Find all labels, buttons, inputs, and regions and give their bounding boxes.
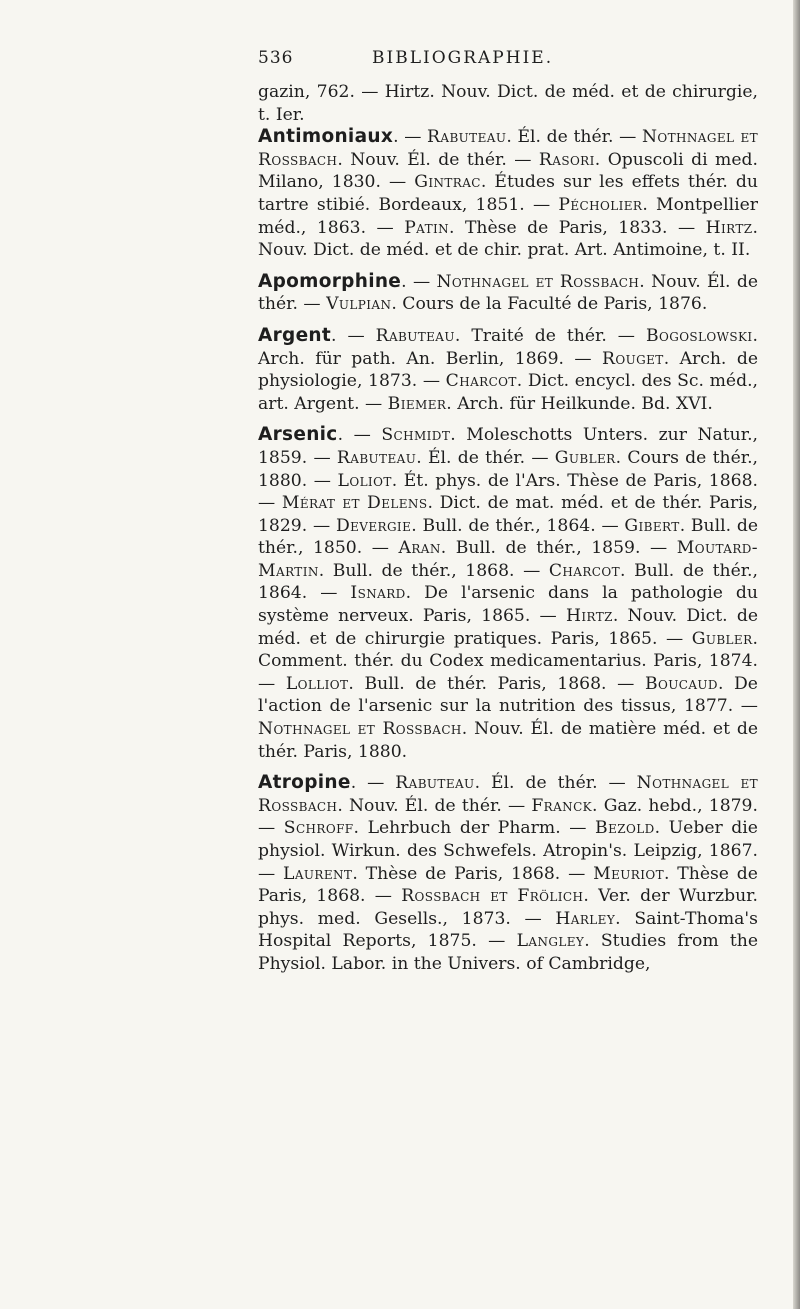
reference-author: Rouget — [602, 348, 664, 369]
reference: Schroff. Lehrbuch der Pharm. — [283, 818, 561, 839]
reference: Boucaud. De l'action de l'arsenic sur la nutrition des tissus, 1877. — [258, 673, 758, 717]
reference-author: Gibert — [624, 515, 680, 536]
reference: Rabuteau. Traité de thér. — [375, 325, 607, 346]
bibliography-entry: Arsenic. — Schmidt. Moleschotts Unters. zur Natur., 1859. — Rabuteau. Él. de thér. — Gubler. Cours de thér., 1880. — Loliot. Ét. phys. de l'Ars. Thèse de Paris, 1868. — Mérat et Delens. Dict. de mat. méd. et de thér. Paris, 1829. — Devergie. Bull. de thér., 1864. — Gibert. Bull. de thér., 1850. — Aran. Bull. de thér., 1859. — Moutard-Martin. Bull. de thér., 1868. — Charcot. Bull. de thér., 1864. — Isnard. De l'arsenic dans la pathologie du système nerveux. Paris, 1865. — Hirtz. Nouv. Dict. de méd. et de chirurgie pratiques. Paris, 1865. — Gubler. Comment. thér. du Codex medicamentarius. Paris, 1874. — Lolliot. Bull. de thér. Paris, 1868. — Boucaud. De l'action de l'arsenic sur la nutrition des tissus, 1877. — Nothnagel et Rossbach. Nouv. Él. de matière méd. et de thér. Paris, 1880. — [258, 424, 759, 762]
reference: Hirtz. Nouv. Dict. de méd. et de chirurgie pratiques. Paris, 1865. — [258, 606, 759, 649]
reference-author: Rabuteau — [427, 127, 507, 148]
reference: Charcot. Bull. de thér., 1864. — [258, 560, 758, 604]
page-edge — [793, 0, 800, 1309]
reference: Schmidt. Moleschotts Unters. zur Natur., 1859. — [258, 425, 758, 468]
reference-detail: Dict. encycl. des Sc. méd., art. Argent. — [258, 371, 758, 414]
reference: Vulpian. Cours de la Faculté de Paris, 1876. — [326, 294, 708, 315]
reference-detail: Bull. de thér., 1859. — [455, 538, 641, 559]
reference-author: Franck — [531, 795, 593, 816]
reference: Hirtz. Nouv. Dict. de méd. et de chir. prat. Art. Antimoine, t. II. — [258, 217, 758, 261]
reference: Bezold. Ueber die physiol. Wirkun. des Schwefels. Atropin's. Leipzig, 1867. — [258, 818, 758, 861]
reference-author: Gubler — [554, 447, 616, 468]
reference: Gintrac. Études sur les effets thér. du tartre stibié. Bordeaux, 1851. — [258, 172, 758, 215]
reference-detail: Bull. de thér., 1864. — [258, 560, 758, 604]
reference-detail: Thèse de Paris, 1868. — [258, 863, 758, 907]
reference-author: Meuriot — [593, 863, 664, 884]
reference: Meuriot. Thèse de Paris, 1868. — [258, 863, 758, 907]
reference: Moutard-Martin. Bull. de thér., 1868. — [258, 538, 758, 581]
reference-author: Langley — [516, 931, 585, 952]
bibliography-entry: Antimoniaux. — Rabuteau. Él. de thér. — Nothnagel et Rossbach. Nouv. Él. de thér. — Rasori. Opuscoli di med. Milano, 1830. — Gintrac. Études sur les effets thér. du tartre stibié. Bordeaux, 1851. — Pécholier. Montpellier méd., 1863. — Patin. Thèse de Paris, 1833. — Hirtz. Nouv. Dict. de méd. et de chir. prat. Art. Antimoine, t. II. — [258, 126, 759, 261]
reference: Loliot. Ét. phys. de l'Ars. Thèse de Paris, 1868. — [337, 470, 758, 491]
running-title: BIBLIOGRAPHIE. — [372, 48, 554, 68]
reference: Rabuteau. Él. de thér. — [427, 127, 614, 148]
reference-detail: Opuscoli di med. Milano, 1830. — [258, 149, 758, 193]
reference-detail: Bull. de thér., 1850. — [258, 515, 759, 559]
reference-author: Mérat et Delens — [281, 493, 428, 514]
continuation-paragraph: gazin, 762. — Hirtz. Nouv. Dict. de méd. et de chirurgie, t. Ier. — [258, 82, 758, 125]
reference: Rabuteau. Él. de thér. — [336, 447, 526, 468]
reference-author: Moutard-Martin — [258, 538, 758, 581]
reference-detail: Moleschotts Unters. zur Natur., 1859. — [258, 425, 758, 468]
reference-detail: Lehrbuch der Pharm. — [367, 818, 561, 839]
reference: Pécholier. Montpellier méd., 1863. — [258, 194, 758, 238]
reference-detail: Ueber die physiol. Wirkun. des Schwefels. Atropin's. Leipzig, 1867. — [258, 818, 758, 861]
page-number: 536 — [258, 48, 294, 68]
reference: Aran. Bull. de thér., 1859. — [398, 538, 641, 559]
reference-detail: Traité de thér. — [471, 325, 607, 346]
reference: Nothnagel et Rossbach. Nouv. Él. de thér. — [258, 773, 759, 816]
reference: Gibert. Bull. de thér., 1850. — [258, 515, 759, 559]
entry-headword: Apomorphine — [258, 270, 402, 292]
reference-detail: Cours de thér., 1880. — [258, 447, 758, 491]
reference: Langley. Studies from the Physiol. Labor. in the Univers. of Cambridge, — [258, 931, 759, 974]
reference-detail: Nouv. Él. de thér. — [349, 795, 502, 816]
reference: Franck. Gaz. hebd., 1879. — [531, 795, 758, 816]
reference-author: Nothnagel et Rossbach — [436, 271, 640, 292]
reference: Biemer. Arch. für Heilkunde. Bd. XVI. — [387, 393, 713, 414]
reference-detail: De l'action de l'arsenic sur la nutrition des tissus, 1877. — [258, 673, 758, 717]
reference-author: Aran — [398, 538, 441, 559]
reference: Rouget. Arch. de physiologie, 1873. — [258, 348, 759, 392]
reference: Harley. Saint-Thoma's Hospital Reports, 1875. — [258, 908, 758, 952]
reference: Charcot. Dict. encycl. des Sc. méd., art. Argent. — [258, 371, 758, 414]
reference-author: Hirtz — [705, 217, 753, 238]
reference: Gubler. Comment. thér. du Codex medicamentarius. Paris, 1874. — [258, 628, 758, 672]
reference-detail: Nouv. Él. de thér. — [258, 271, 758, 315]
reference-author: Charcot — [445, 371, 517, 392]
reference-author: Gintrac — [414, 172, 481, 193]
reference-author: Bezold — [595, 818, 655, 839]
reference-author: Laurent — [283, 863, 353, 884]
reference-detail: Études sur les effets thér. du tartre stibié. Bordeaux, 1851. — [258, 172, 758, 215]
reference-author: Nothnagel et Rossbach — [258, 127, 759, 170]
reference: Gubler. Cours de thér., 1880. — [258, 447, 758, 491]
reference-author: Patin — [404, 217, 450, 238]
bibliography-entry: Argent. — Rabuteau. Traité de thér. — Bogoslowski. Arch. für path. An. Berlin, 1869. — Rouget. Arch. de physiologie, 1873. — Charcot. Dict. encycl. des Sc. méd., art. Argent. — Biemer. Arch. für Heilkunde. Bd. XVI. — [258, 324, 759, 414]
reference-detail: Thèse de Paris, 1868. — [365, 863, 561, 884]
reference-detail: Bull. de thér., 1864. — [422, 515, 596, 536]
reference-detail: Bull. de thér. Paris, 1868. — [364, 673, 607, 694]
reference-author: Pécholier — [558, 194, 643, 215]
reference: Bogoslowski. Arch. für path. An. Berlin, 1869. — [258, 325, 758, 369]
reference-detail: Nouv. Dict. de méd. et de chir. prat. Art. Antimoine, t. II. — [258, 240, 751, 261]
reference-author: Rabuteau — [336, 447, 417, 468]
reference: Nothnagel et Rossbach. Nouv. Él. de thér. — [258, 271, 758, 315]
reference: Rossbach et Frölich. Ver. der Wurzbur. phys. med. Gesells., 1873. — [258, 886, 758, 929]
reference-author: Gubler — [691, 628, 753, 649]
reference-detail: Él. de thér. — [491, 773, 598, 794]
entry-headword: Argent — [258, 324, 332, 346]
reference-author: Schroff — [283, 818, 354, 839]
reference-detail: Bull. de thér., 1868. — [332, 560, 515, 581]
reference: Patin. Thèse de Paris, 1833. — [404, 217, 668, 238]
reference-detail: Thèse de Paris, 1833. — [464, 217, 668, 238]
reference-author: Nothnagel et Rossbach — [258, 773, 759, 816]
reference-detail: Nouv. Dict. de méd. et de chirurgie pratiques. Paris, 1865. — [258, 606, 759, 649]
reference-detail: Dict. de mat. méd. et de thér. Paris, 1829. — [258, 493, 759, 536]
reference-author: Devergie — [335, 515, 412, 536]
reference-detail: Cours de la Faculté de Paris, 1876. — [402, 294, 708, 315]
entry-headword: Arsenic — [258, 424, 338, 446]
entry-list — [258, 126, 758, 975]
reference-author: Bogoslowski — [645, 325, 753, 346]
reference-detail: Arch. für Heilkunde. Bd. XVI. — [457, 393, 713, 414]
reference-author: Charcot — [548, 560, 621, 581]
reference: Isnard. De l'arsenic dans la pathologie du système nerveux. Paris, 1865. — [258, 583, 758, 627]
reference-author: Loliot — [337, 470, 392, 491]
reference-author: Rossbach et Frölich — [401, 886, 584, 907]
reference-detail: Studies from the Physiol. Labor. in the Univers. of Cambridge, — [258, 931, 759, 974]
reference: Rabuteau. Él. de thér. — [395, 773, 598, 794]
reference-author: Lolliot — [285, 673, 349, 694]
reference-detail: Nouv. Él. de matière méd. et de thér. Paris, 1880. — [258, 719, 758, 762]
reference-author: Rabuteau — [375, 325, 455, 346]
reference-author: Biemer — [387, 393, 447, 414]
reference: Lolliot. Bull. de thér. Paris, 1868. — [285, 673, 607, 694]
reference-detail: Él. de thér. — [517, 127, 614, 148]
reference: Nothnagel et Rossbach. Nouv. Él. de thér. — [258, 127, 759, 170]
reference-author: Vulpian — [326, 294, 392, 315]
bibliography-entry: Apomorphine. — Nothnagel et Rossbach. Nouv. Él. de thér. — Vulpian. Cours de la Faculté de Paris, 1876. — [258, 270, 758, 315]
reference-detail: Saint-Thoma's Hospital Reports, 1875. — [258, 908, 758, 952]
reference-detail: Arch. de physiologie, 1873. — [258, 348, 759, 392]
bibliography-body — [258, 81, 758, 976]
reference-detail: Él. de thér. — [427, 447, 526, 468]
reference-author: Nothnagel et Rossbach — [258, 719, 462, 740]
reference-author: Rasori — [538, 149, 595, 170]
reference-detail: Ver. der Wurzbur. phys. med. Gesells., 1873. — [258, 886, 758, 929]
reference-detail: Nouv. Él. de thér. — [350, 149, 507, 170]
reference-author: Isnard — [350, 583, 406, 604]
reference-detail: Ét. phys. de l'Ars. Thèse de Paris, 1868. — [403, 470, 758, 491]
reference-detail: Montpellier méd., 1863. — [258, 194, 758, 238]
bibliography-entry: Atropine. — Rabuteau. Él. de thér. — Nothnagel et Rossbach. Nouv. Él. de thér. — Franck. Gaz. hebd., 1879. — Schroff. Lehrbuch der Pharm. — Bezold. Ueber die physiol. Wirkun. des Schwefels. Atropin's. Leipzig, 1867. — Laurent. Thèse de Paris, 1868. — Meuriot. Thèse de Paris, 1868. — Rossbach et Frölich. Ver. der Wurzbur. phys. med. Gesells., 1873. — Harley. Saint-Thoma's Hospital Reports, 1875. — Langley. Studies from the Physiol. Labor. in the Univers. of Cambridge, — [258, 772, 759, 974]
reference: Mérat et Delens. Dict. de mat. méd. et de thér. Paris, 1829. — [258, 493, 759, 536]
reference-detail: De l'arsenic dans la pathologie du système nerveux. Paris, 1865. — [258, 583, 758, 627]
entry-headword: Atropine — [258, 772, 351, 794]
reference-detail: Gaz. hebd., 1879. — [603, 795, 758, 816]
reference: Nothnagel et Rossbach. Nouv. Él. de matière méd. et de thér. Paris, 1880. — [258, 719, 758, 762]
reference-author: Harley — [555, 908, 616, 929]
reference: Laurent. Thèse de Paris, 1868. — [283, 863, 561, 884]
reference-detail: Comment. thér. du Codex medicamentarius. Paris, 1874. — [258, 651, 758, 672]
reference-detail: Arch. für path. An. Berlin, 1869. — [258, 348, 564, 369]
reference-author: Schmidt — [381, 425, 451, 446]
entry-headword: Antimoniaux — [258, 126, 394, 148]
reference: Rasori. Opuscoli di med. Milano, 1830. — [258, 149, 758, 193]
reference-author: Hirtz — [565, 606, 613, 627]
reference-author: Boucaud — [644, 673, 718, 694]
reference-author: Rabuteau — [395, 773, 475, 794]
reference: Devergie. Bull. de thér., 1864. — [335, 515, 596, 536]
